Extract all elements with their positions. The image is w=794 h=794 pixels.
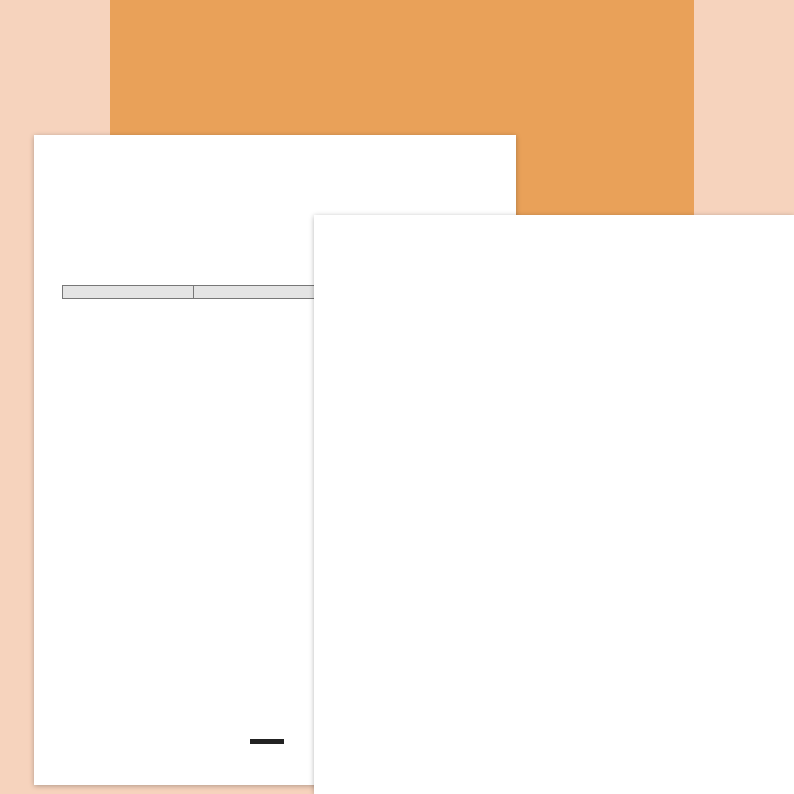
area-header — [63, 286, 194, 299]
page-2 — [314, 215, 794, 794]
brand-logo — [250, 739, 284, 744]
checklist-header — [299, 172, 504, 173]
